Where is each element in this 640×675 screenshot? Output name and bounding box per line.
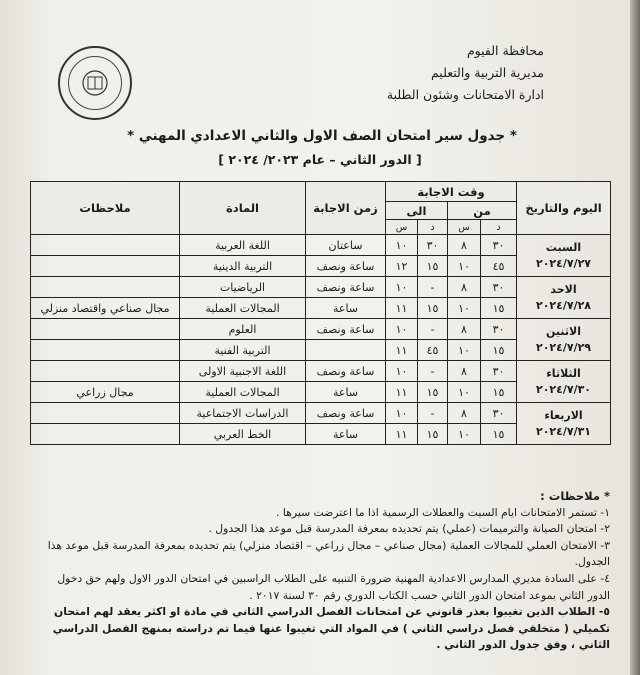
from-minutes: ١٥ xyxy=(481,424,517,445)
header-minutes: د xyxy=(481,220,517,235)
from-hours: ١٠ xyxy=(448,256,481,277)
directorate-name: مديرية التربية والتعليم xyxy=(430,65,544,80)
duration: ساعة ونصف xyxy=(306,319,386,340)
to-hours: ١٢ xyxy=(386,256,418,277)
to-minutes: - xyxy=(418,277,448,298)
subject: التربية الدينية xyxy=(180,256,306,277)
seal-inner-ring xyxy=(68,56,122,110)
table-row xyxy=(31,403,611,424)
seal-emblem-icon xyxy=(78,68,112,98)
note xyxy=(31,403,180,424)
header-minutes: د xyxy=(418,220,448,235)
day-name: السبت xyxy=(545,240,582,254)
day-date: ٢٠٢٤/٧/٢٩ xyxy=(535,340,592,354)
subject: المجالات العملية xyxy=(180,298,306,319)
notes-heading: * ملاحظات : xyxy=(540,489,610,503)
header-hours: س xyxy=(448,220,481,235)
header-hours: س xyxy=(386,220,418,235)
page-subtitle: [ الدور الثاني – عام ٢٠٢٣/ ٢٠٢٤ ] xyxy=(218,152,422,167)
note-item: ١- تستمر الامتحانات ايام السبت والعطلات الرسمية اذا ما اعترضت سيرها . xyxy=(276,505,610,519)
to-hours: ١٠ xyxy=(386,235,418,256)
subject: اللغة العربية xyxy=(180,235,306,256)
table-row xyxy=(31,361,611,382)
to-minutes: ١٥ xyxy=(418,256,448,277)
duration: ساعة ونصف xyxy=(306,361,386,382)
header-from: من xyxy=(448,202,517,220)
department-name: ادارة الامتحانات وشئون الطلبة xyxy=(386,87,544,102)
table-row xyxy=(31,235,611,256)
from-hours: ٨ xyxy=(448,361,481,382)
from-minutes: ٣٠ xyxy=(481,361,517,382)
subject: التربية الفنية xyxy=(180,340,306,361)
duration: ساعتان xyxy=(306,235,386,256)
note xyxy=(31,361,180,382)
day-cell xyxy=(517,235,611,277)
from-minutes: ٣٠ xyxy=(481,277,517,298)
from-minutes: ١٥ xyxy=(481,382,517,403)
note-item: ٢- امتحان الصيانة والترميمات (عملي) يتم تحديده بمعرفة المدرسة قبل موعد هذا الجدول . xyxy=(208,522,610,536)
from-hours: ٨ xyxy=(448,403,481,424)
to-hours: ١٠ xyxy=(386,403,418,424)
to-hours: ١١ xyxy=(386,340,418,361)
from-hours: ١٠ xyxy=(448,424,481,445)
table-row xyxy=(31,277,611,298)
day-name: الثلاثاء xyxy=(546,366,581,380)
duration: ساعة xyxy=(306,424,386,445)
day-date: ٢٠٢٤/٧/٢٧ xyxy=(535,256,592,270)
subject: اللغة الاجنبية الاولى xyxy=(180,361,306,382)
day-date: ٢٠٢٤/٧/٢٨ xyxy=(535,298,592,312)
note-item: ٤- على السادة مديري المدارس الاعدادية المهنية ضرورة التنبيه على الطلاب الراسبين في امتحان الدور الاول ولهم حق دخول الدور الثاني بموعد امتحان الدور الثاني حسب الكتاب الدوري رقم ٣٠ لسنة ٢٠١٧ . xyxy=(57,571,610,602)
duration: ساعة xyxy=(306,382,386,403)
duration: ساعة ونصف xyxy=(306,403,386,424)
to-minutes: ١٥ xyxy=(418,298,448,319)
from-hours: ١٠ xyxy=(448,340,481,361)
note xyxy=(31,277,180,298)
to-hours: ١١ xyxy=(386,424,418,445)
to-minutes: ٣٠ xyxy=(418,235,448,256)
subject: العلوم xyxy=(180,319,306,340)
from-minutes: ١٥ xyxy=(481,340,517,361)
to-minutes: ١٥ xyxy=(418,382,448,403)
header-to: الى xyxy=(386,202,448,220)
duration: ساعة ونصف xyxy=(306,256,386,277)
note xyxy=(31,424,180,445)
subject: المجالات العملية xyxy=(180,382,306,403)
to-hours: ١١ xyxy=(386,298,418,319)
note xyxy=(31,256,180,277)
note xyxy=(31,319,180,340)
note: مجال صناعي واقتصاد منزلي xyxy=(31,298,180,319)
subject: الدراسات الاجتماعية xyxy=(180,403,306,424)
from-minutes: ٣٠ xyxy=(481,403,517,424)
letterhead xyxy=(324,40,544,106)
exam-schedule-table xyxy=(30,181,611,445)
from-hours: ١٠ xyxy=(448,298,481,319)
note-item: ٣- الامتحان العملي للمجالات العملية (مجال صناعي – مجال زراعي – اقتصاد منزلي) يتم تحديده بمعرفة المدرسة قبل موعد هذا الجدول. xyxy=(47,538,610,569)
from-hours: ٨ xyxy=(448,277,481,298)
day-name: الاربعاء xyxy=(544,408,583,422)
note-item: ٥- الطلاب الذين تغيبوا بعذر قانوني عن امتحانات الفصل الدراسي الثاني في مادة او اكثر يعقد لهم امتحان تكميلي ( متخلفي فصل دراسي الثاني ) في المواد التي تغيبوا عنها فيما تم دراسته بمنهج الفصل الدراسي الثاني ، وفق جدول الدور الثاني . xyxy=(52,605,610,652)
header-answer-time: وقت الاجابة xyxy=(386,182,517,202)
to-hours: ١٠ xyxy=(386,319,418,340)
to-minutes: ١٥ xyxy=(418,424,448,445)
day-date: ٢٠٢٤/٧/٣١ xyxy=(535,424,592,438)
day-cell xyxy=(517,361,611,403)
header-day-date: اليوم والتاريخ xyxy=(517,182,611,235)
to-minutes: ٤٥ xyxy=(418,340,448,361)
to-hours: ١٠ xyxy=(386,277,418,298)
page-edge xyxy=(630,0,640,675)
day-cell xyxy=(517,403,611,445)
subject: الخط العربي xyxy=(180,424,306,445)
to-minutes: - xyxy=(418,403,448,424)
from-hours: ٨ xyxy=(448,319,481,340)
from-hours: ١٠ xyxy=(448,382,481,403)
from-minutes: ٣٠ xyxy=(481,319,517,340)
to-minutes: - xyxy=(418,319,448,340)
day-date: ٢٠٢٤/٧/٣٠ xyxy=(535,382,592,396)
page-title: * جدول سير امتحان الصف الاول والثاني الاعدادي المهني * xyxy=(127,128,517,144)
duration: ساعة xyxy=(306,298,386,319)
duration: ساعة ونصف xyxy=(306,277,386,298)
duration xyxy=(306,340,386,361)
note xyxy=(31,235,180,256)
note xyxy=(31,340,180,361)
to-hours: ١١ xyxy=(386,382,418,403)
to-minutes: - xyxy=(418,361,448,382)
header-notes: ملاحظات xyxy=(31,182,180,235)
notes-section xyxy=(34,488,610,654)
day-cell xyxy=(517,277,611,319)
from-minutes: ٣٠ xyxy=(481,235,517,256)
note: مجال زراعي xyxy=(31,382,180,403)
from-minutes: ١٥ xyxy=(481,298,517,319)
subject: الرياضيات xyxy=(180,277,306,298)
from-minutes: ٤٥ xyxy=(481,256,517,277)
governorate-name: محافظة الفيوم xyxy=(466,43,544,58)
from-hours: ٨ xyxy=(448,235,481,256)
seal-icon xyxy=(58,46,132,120)
to-hours: ١٠ xyxy=(386,361,418,382)
day-name: الاثنين xyxy=(546,324,581,338)
header-subject: المادة xyxy=(180,182,306,235)
day-name: الاحد xyxy=(550,282,577,296)
day-cell xyxy=(517,319,611,361)
table-row xyxy=(31,319,611,340)
header-duration: زمن الاجابة xyxy=(306,182,386,235)
